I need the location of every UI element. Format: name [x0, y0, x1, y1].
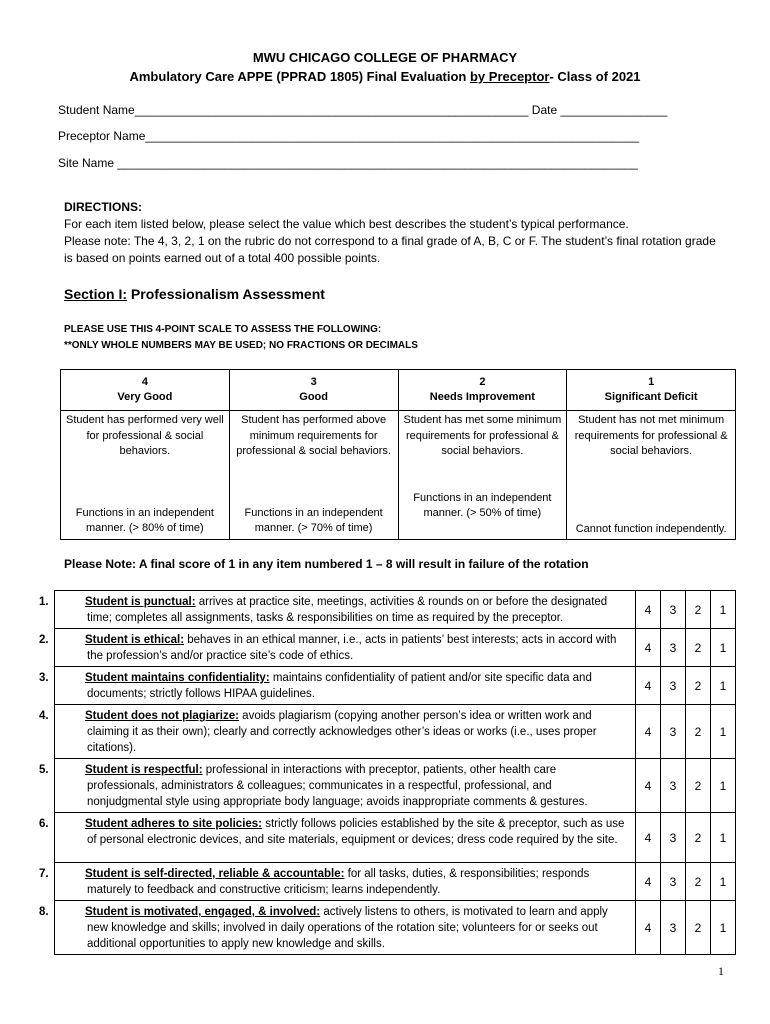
item-label: Student does not plagiarize:	[85, 710, 239, 722]
evaluation-title-class: - Class of 2021	[549, 69, 641, 84]
score-option-3[interactable]: 3	[661, 759, 686, 813]
item-number: 1.	[39, 596, 49, 608]
item-number: 6.	[39, 818, 49, 830]
item-description: professional in interactions with preceptor, patients, other health care professionals, administrators & colleagues; communicates in a respectful, professional, and nonjudgmental style using appropriate body language; avoids inappropriate comments & gestures.	[87, 764, 588, 808]
score-option-3[interactable]: 3	[661, 667, 686, 705]
evaluation-title-underlined: by Preceptor	[469, 69, 550, 84]
item-label: Student is punctual:	[85, 596, 196, 608]
item-label: Student adheres to site policies:	[85, 818, 263, 830]
score-option-3[interactable]: 3	[661, 591, 686, 629]
assessment-item-text	[39, 813, 636, 863]
scale-instruction-1: PLEASE USE THIS 4-POINT SCALE TO ASSESS THE FOLLOWING:	[64, 324, 382, 335]
assessment-item-row	[55, 591, 736, 629]
item-number: 8.	[39, 906, 49, 918]
item-label: Student is respectful:	[85, 764, 203, 776]
item-number: 4.	[39, 710, 49, 722]
score-option-4[interactable]: 4	[636, 667, 661, 705]
directions-heading: DIRECTIONS:	[64, 200, 142, 214]
score-option-3[interactable]: 3	[661, 863, 686, 901]
item-label: Student is self-directed, reliable & accountable:	[85, 868, 345, 880]
assessment-item-row	[55, 759, 736, 813]
item-description: behaves in an ethical manner, i.e., acts in patients’ best interests; acts in accord with the profession’s and/or practice site’s code of ethics.	[87, 634, 617, 662]
assessment-item-text	[39, 591, 636, 629]
score-option-2[interactable]: 2	[686, 863, 711, 901]
rubric-desc-3: Student has performed above minimum requirements for professional & social behaviors. Functions in an independent manner. (> 70% of time)	[229, 411, 398, 540]
assessment-item-row	[55, 705, 736, 759]
assessment-item-text	[39, 629, 636, 667]
score-option-1[interactable]: 1	[711, 759, 736, 813]
score-option-2[interactable]: 2	[686, 705, 711, 759]
page-number: 1	[718, 964, 724, 978]
score-option-2[interactable]: 2	[686, 901, 711, 955]
scale-instructions	[64, 322, 418, 354]
score-option-3[interactable]: 3	[661, 901, 686, 955]
preceptor-name-field[interactable]: Preceptor Name__________________________________________________________________________	[58, 129, 640, 143]
score-option-2[interactable]: 2	[686, 759, 711, 813]
score-option-4[interactable]: 4	[636, 629, 661, 667]
score-option-4[interactable]: 4	[636, 591, 661, 629]
rubric-header-2: 2 Needs Improvement	[398, 370, 567, 411]
failure-note: Please Note: A final score of 1 in any item numbered 1 – 8 will result in failure of the rotation	[64, 557, 589, 571]
score-option-1[interactable]: 1	[711, 629, 736, 667]
score-option-2[interactable]: 2	[686, 667, 711, 705]
site-name-field[interactable]: Site Name ______________________________________________________________________________	[58, 156, 638, 170]
score-option-4[interactable]: 4	[636, 705, 661, 759]
score-option-2[interactable]: 2	[686, 591, 711, 629]
assessment-item-row	[55, 901, 736, 955]
score-option-4[interactable]: 4	[636, 901, 661, 955]
rubric-header-1: 1 Significant Deficit	[567, 370, 736, 411]
section-label: Section I:	[64, 286, 128, 302]
directions	[64, 199, 724, 267]
assessment-items-table	[39, 590, 736, 955]
rubric-desc-1: Student has not met minimum requirements for professional & social behaviors. Cannot function independently.	[567, 411, 736, 540]
item-description: strictly follows policies established by the site & preceptor, such as use of personal electronic devices, and site materials, equipment or devices; dress code required by the site.	[87, 818, 625, 846]
score-option-1[interactable]: 1	[711, 705, 736, 759]
section-heading	[64, 286, 325, 302]
item-description: avoids plagiarism (copying another person’s idea or written work and claiming it as their own); clearly and correctly acknowledges other’s ideas or works (i.e., uses proper citations).	[87, 710, 597, 754]
item-number: 3.	[39, 672, 49, 684]
rubric-header-3: 3 Good	[229, 370, 398, 411]
section-title: Professionalism Assessment	[127, 286, 325, 302]
item-label: Student is ethical:	[85, 634, 185, 646]
directions-line-2: Please note: The 4, 3, 2, 1 on the rubric do not correspond to a final grade of A, B, C or F. The student’s final rotation grade is based on points earned out of a total 400 possible points.	[64, 234, 716, 265]
score-option-1[interactable]: 1	[711, 667, 736, 705]
assessment-item-text	[39, 705, 636, 759]
assessment-item-row	[55, 667, 736, 705]
assessment-item-text	[39, 759, 636, 813]
item-label: Student maintains confidentiality:	[85, 672, 270, 684]
score-option-3[interactable]: 3	[661, 629, 686, 667]
assessment-item-text	[39, 667, 636, 705]
item-description: arrives at practice site, meetings, activities & rounds on or before the designated time; completes all assignments, tasks & responsibilities on time as required by the preceptor.	[87, 596, 608, 624]
rubric-desc-2: Student has met some minimum requirements for professional & social behaviors. Functions in an independent manner. (> 50% of time)	[398, 411, 567, 540]
assessment-item-row	[55, 629, 736, 667]
document-title	[0, 48, 770, 86]
evaluation-title-main: Ambulatory Care APPE (PPRAD 1805) Final Evaluation	[129, 69, 470, 84]
scale-instruction-2: **ONLY WHOLE NUMBERS MAY BE USED; NO FRACTIONS OR DECIMALS	[64, 340, 418, 351]
assessment-item-text	[39, 863, 636, 901]
college-name: MWU CHICAGO COLLEGE OF PHARMACY	[252, 50, 518, 65]
item-description: for all tasks, duties, & responsibilities; responds maturely to feedback and constructive criticism; learns independently.	[87, 868, 590, 896]
score-option-4[interactable]: 4	[636, 759, 661, 813]
score-option-4[interactable]: 4	[636, 813, 661, 863]
rubric-header-4: 4 Very Good	[61, 370, 230, 411]
score-option-2[interactable]: 2	[686, 813, 711, 863]
item-label: Student is motivated, engaged, & involved:	[85, 906, 321, 918]
rubric-desc-4: Student has performed very well for professional & social behaviors. Functions in an independent manner. (> 80% of time)	[61, 411, 230, 540]
directions-line-1: For each item listed below, please select the value which best describes the student’s typical performance.	[64, 217, 629, 231]
item-number: 5.	[39, 764, 49, 776]
score-option-1[interactable]: 1	[711, 901, 736, 955]
student-name-field[interactable]: Student Name___________________________________________________________ Date ________________	[58, 103, 668, 117]
item-number: 2.	[39, 634, 49, 646]
score-option-3[interactable]: 3	[661, 813, 686, 863]
item-description: maintains confidentiality of patient and/or site specific data and documents; strictly follows HIPAA guidelines.	[87, 672, 592, 700]
score-option-1[interactable]: 1	[711, 863, 736, 901]
score-option-1[interactable]: 1	[711, 591, 736, 629]
item-description: actively listens to others, is motivated to learn and apply new knowledge and skills; involved in daily operations of the rotation site; volunteers for or seeks out additional opportunities to apply new knowledge and skills.	[87, 906, 608, 950]
assessment-item-row	[55, 813, 736, 863]
evaluation-title	[0, 67, 770, 86]
score-option-4[interactable]: 4	[636, 863, 661, 901]
assessment-item-row	[55, 863, 736, 901]
assessment-item-text	[39, 901, 636, 955]
score-option-2[interactable]: 2	[686, 629, 711, 667]
score-option-3[interactable]: 3	[661, 705, 686, 759]
rubric-table	[60, 369, 736, 540]
item-number: 7.	[39, 868, 49, 880]
score-option-1[interactable]: 1	[711, 813, 736, 863]
